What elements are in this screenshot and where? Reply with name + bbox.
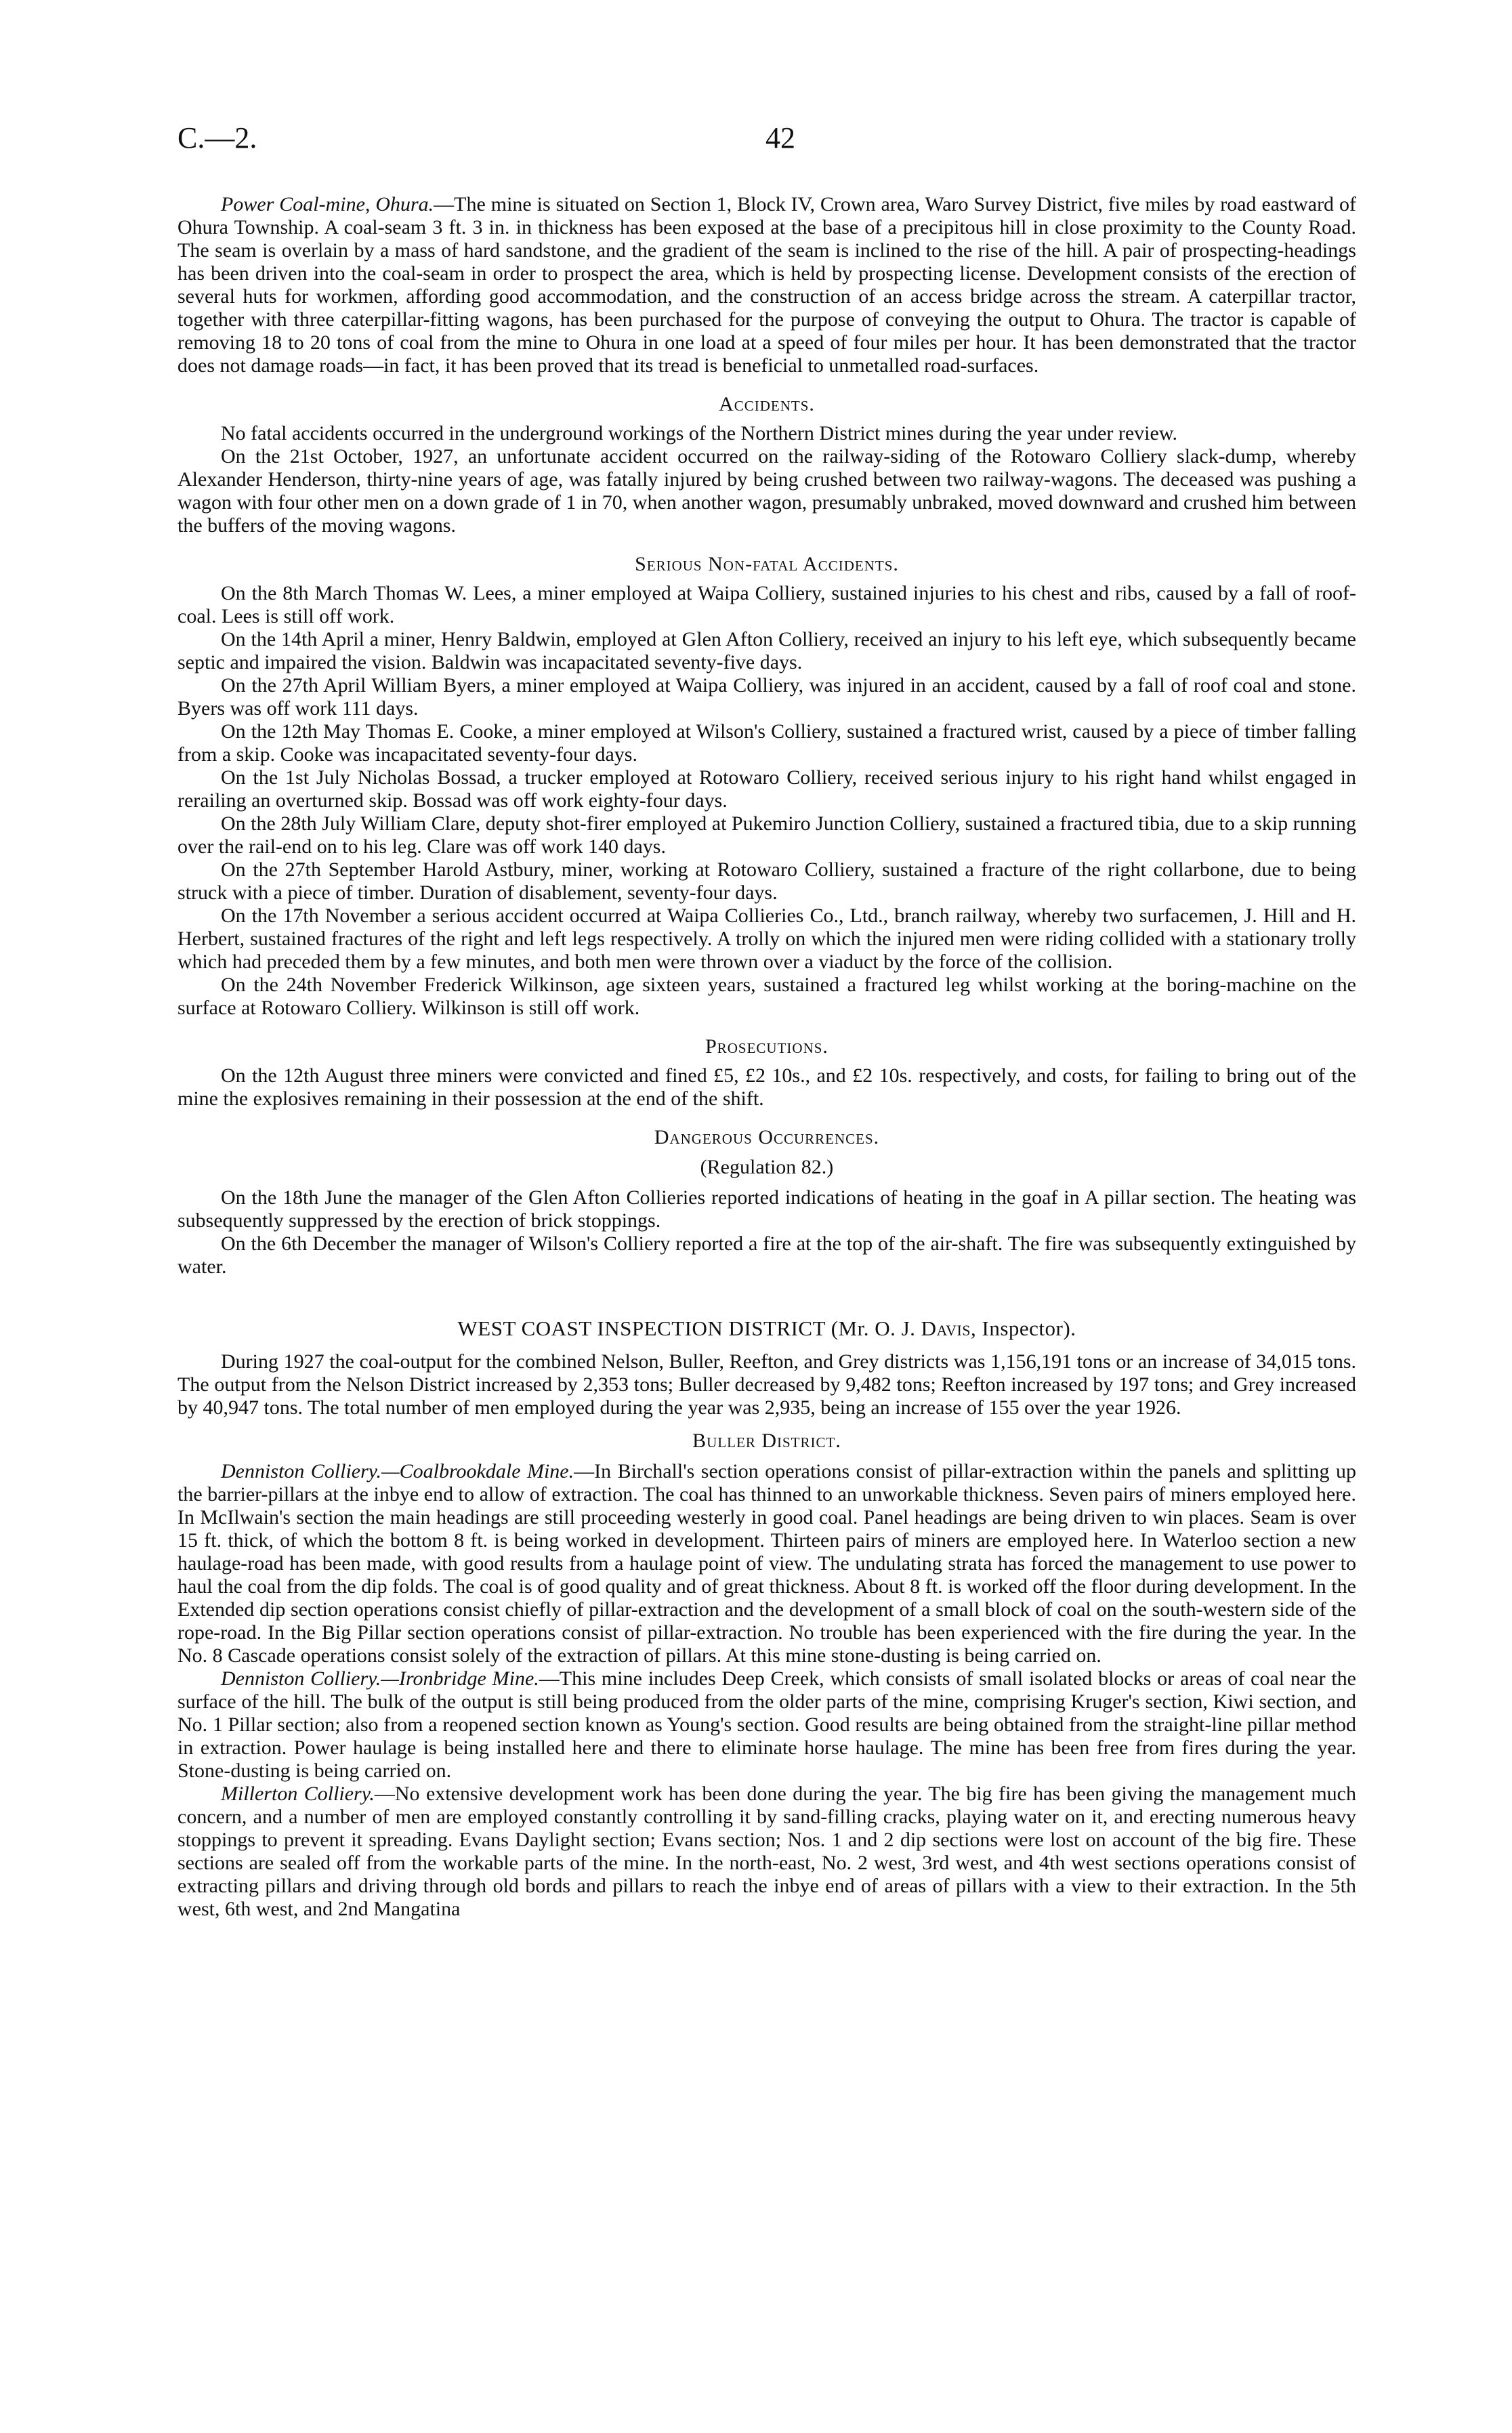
- dangerous-occurrence-paragraph: On the 18th June the manager of the Glen Afton Collieries reported indications of heating in the goaf in A pillar section. The heating was subsequently suppressed by the erection of brick stoppings.: [177, 1186, 1356, 1232]
- accidents-paragraph: No fatal accidents occurred in the underground workings of the Northern District mines during the year under review.: [221, 422, 1178, 444]
- west-coast-intro-paragraph: During 1927 the coal-output for the combined Nelson, Buller, Reefton, and Grey districts was 1,156,191 tons or an increase of 34,015 tons. The output from the Nelson District increased by 2,353 tons; Buller decreased by 9,482 tons; Reefton increased by 197 tons; and Grey increased by 40,947 tons. The total number of men employed during the year was 2,935, being an increase of 155 over the year 1926.: [177, 1350, 1356, 1419]
- serious-accident-paragraph: On the 14th April a miner, Henry Baldwin, employed at Glen Afton Colliery, received an injury to his left eye, which subsequently became septic and impaired the vision. Baldwin was incapacitated seventy-five days.: [177, 628, 1356, 673]
- dangerous-occurrence-paragraph: On the 6th December the manager of Wilson's Colliery reported a fire at the top of the air-shaft. The fire was subsequently extinguished by water.: [177, 1232, 1356, 1278]
- prosecutions-heading: Prosecutions.: [705, 1035, 828, 1058]
- ironbridge-title: Denniston Colliery.—Ironbridge Mine.: [221, 1667, 539, 1690]
- accidents-heading: Accidents.: [719, 393, 815, 415]
- accidents-paragraph: On the 21st October, 1927, an unfortunate accident occurred on the railway-siding of the Rotowaro Colliery slack-dump, whereby Alexander Henderson, thirty-nine years of age, was fatally injured by being crushed between two railway-wagons. The deceased was pushing a wagon with four other men on a down grade of 1 in 70, when another wagon, presumably unbraked, moved downward and crushed him between the buffers of the moving wagons.: [177, 445, 1356, 537]
- prosecutions-paragraph: On the 12th August three miners were convicted and fined £5, £2 10s., and £2 10s. respectively, and costs, for failing to bring out of the mine the explosives remaining in their possession at the end of the shift.: [177, 1064, 1356, 1110]
- coalbrookdale-paragraph: [177, 1460, 1356, 1667]
- serious-accidents-heading: Serious Non-fatal Accidents.: [635, 553, 899, 575]
- buller-district-heading: Buller District.: [692, 1430, 841, 1452]
- power-coal-mine-text: —The mine is situated on Section 1, Block IV, Crown area, Waro Survey District, five miles by road eastward of Ohura Township. A coal-seam 3 ft. 3 in. in thickness has been exposed at the base of a precipitous hill in close proximity to the County Road. The seam is overlain by a mass of hard sandstone, and the gradient of the seam is inclined to the rise of the hill. A pair of prospecting-headings has been driven into the coal-seam in order to prospect the area, which is held by prospecting license. Development consists of the erection of several huts for workmen, affording good accommodation, and the construction of an access bridge across the stream. A caterpillar tractor, together with three caterpillar-fitting wagons, has been purchased for the purpose of conveying the output to Ohura. The tractor is capable of removing 18 to 20 tons of coal from the mine to Ohura in one load at a speed of four miles per hour. It has been demonstrated that the tractor does not damage roads—in fact, it has been proved that its tread is beneficial to unmetalled road-surfaces.: [177, 193, 1356, 377]
- serious-accident-paragraph: On the 8th March Thomas W. Lees, a miner employed at Waipa Colliery, sustained injuries to his chest and ribs, caused by a fall of roof-coal. Lees is still off work.: [177, 582, 1356, 627]
- west-coast-district-heading: [177, 1316, 1356, 1341]
- millerton-paragraph: [177, 1783, 1356, 1921]
- west-coast-heading-main: WEST COAST INSPECTION DISTRICT (Mr. O. J.: [457, 1316, 916, 1340]
- west-coast-heading-end: , Inspector).: [971, 1316, 1076, 1340]
- serious-accident-paragraph: On the 12th May Thomas E. Cooke, a miner employed at Wilson's Colliery, sustained a fractured wrist, caused by a piece of timber falling from a skip. Cooke was incapacitated seventy-four days.: [177, 720, 1356, 766]
- coalbrookdale-title: Denniston Colliery.—Coalbrookdale Mine.: [221, 1460, 574, 1482]
- page-number: 42: [765, 121, 795, 154]
- serious-accident-paragraph: On the 1st July Nicholas Bossad, a trucker employed at Rotowaro Colliery, received serious injury to his right hand whilst engaged in rerailing an overturned skip. Bossad was off work eighty-four days.: [177, 766, 1356, 812]
- regulation-reference: (Regulation 82.): [700, 1156, 834, 1178]
- serious-accident-paragraph: On the 24th November Frederick Wilkinson, age sixteen years, sustained a fractured leg whilst working at the boring-machine on the surface at Rotowaro Colliery. Wilkinson is still off work.: [177, 974, 1356, 1019]
- coalbrookdale-text: —In Birchall's section operations consist of pillar-extraction within the panels and splitting up the barrier-pillars at the inbye end to allow of extraction. The coal has thinned to an unworkable thickness. Seven pairs of miners employed here. In McIlwain's section the main headings are still proceeding westerly in good coal. Panel headings are being driven to win places. Seam is over 15 ft. thick, of which the bottom 8 ft. is being worked in development. Thirteen pairs of miners are employed here. In Waterloo section a new haulage-road has been made, with good results from a haulage point of view. The undulating strata has forced the management to use power to haul the coal from the dip folds. The coal is of good quality and of great thickness. About 8 ft. is worked off the floor during development. In the Extended dip section operations consist chiefly of pillar-extraction and the development of a small block of coal on the south-western side of the rope-road. In the Big Pillar section operations consist of pillar-extraction. No trouble has been experienced with the fire during the year. In the No. 8 Cascade operations consist solely of the extraction of pillars. At this mine stone-dusting is being carried on.: [177, 1460, 1356, 1667]
- inspector-name: Davis: [921, 1316, 971, 1340]
- ironbridge-text: —This mine includes Deep Creek, which consists of small isolated blocks or areas of coal near the surface of the hill. The bulk of the output is still being produced from the older parts of the mine, comprising Kruger's section, Kiwi section, and No. 1 Pillar section; also from a reopened section known as Young's section. Good results are being obtained from the straight-line pillar method in extraction. Power haulage is being installed here and there to eliminate horse haulage. The mine has been free from fires during the year. Stone-dusting is being carried on.: [177, 1667, 1357, 1782]
- millerton-title: Millerton Colliery.: [221, 1783, 375, 1805]
- dangerous-occurrences-heading: Dangerous Occurrences.: [654, 1126, 880, 1148]
- serious-accident-paragraph: On the 27th September Harold Astbury, miner, working at Rotowaro Colliery, sustained a fracture of the right collarbone, due to being struck with a piece of timber. Duration of disablement, seventy-four days.: [177, 858, 1356, 904]
- power-coal-mine-title: Power Coal-mine, Ohura.: [221, 193, 434, 215]
- serious-accident-paragraph: On the 27th April William Byers, a miner employed at Waipa Colliery, was injured in an accident, caused by a fall of roof coal and stone. Byers was off work 111 days.: [177, 674, 1356, 720]
- page-body: [177, 193, 1356, 1921]
- millerton-text: —No extensive development work has been done during the year. The big fire has been giving the management much concern, and a number of men are employed constantly controlling it by sand-filling cracks, playing water on it, and erecting numerous heavy stoppings to prevent it spreading. Evans Daylight section; Evans section; Nos. 1 and 2 dip sections were lost on account of the big fire. These sections are sealed off from the workable parts of the mine. In the north-east, No. 2 west, 3rd west, and 4th west sections operations consist of extracting pillars and driving through old bords and pillars to reach the inbye end of areas of pillars with a view to their extraction. In the 5th west, 6th west, and 2nd Mangatina: [177, 1783, 1356, 1920]
- serious-accident-paragraph: On the 17th November a serious accident occurred at Waipa Collieries Co., Ltd., branch railway, whereby two surfacemen, J. Hill and H. Herbert, sustained fractures of the right and left legs respectively. A trolly on which the injured men were riding collided with a stationary trolly which had preceded them by a few minutes, and both men were thrown over a viaduct by the force of the collision.: [177, 904, 1356, 973]
- ironbridge-paragraph: [177, 1667, 1356, 1783]
- report-reference: C.—2.: [177, 121, 257, 154]
- power-coal-mine-paragraph: [177, 193, 1356, 377]
- serious-accident-paragraph: On the 28th July William Clare, deputy shot-firer employed at Pukemiro Junction Colliery, sustained a fractured tibia, due to a skip running over the rail-end on to his leg. Clare was off work 140 days.: [177, 812, 1356, 858]
- page-header: [177, 121, 1356, 161]
